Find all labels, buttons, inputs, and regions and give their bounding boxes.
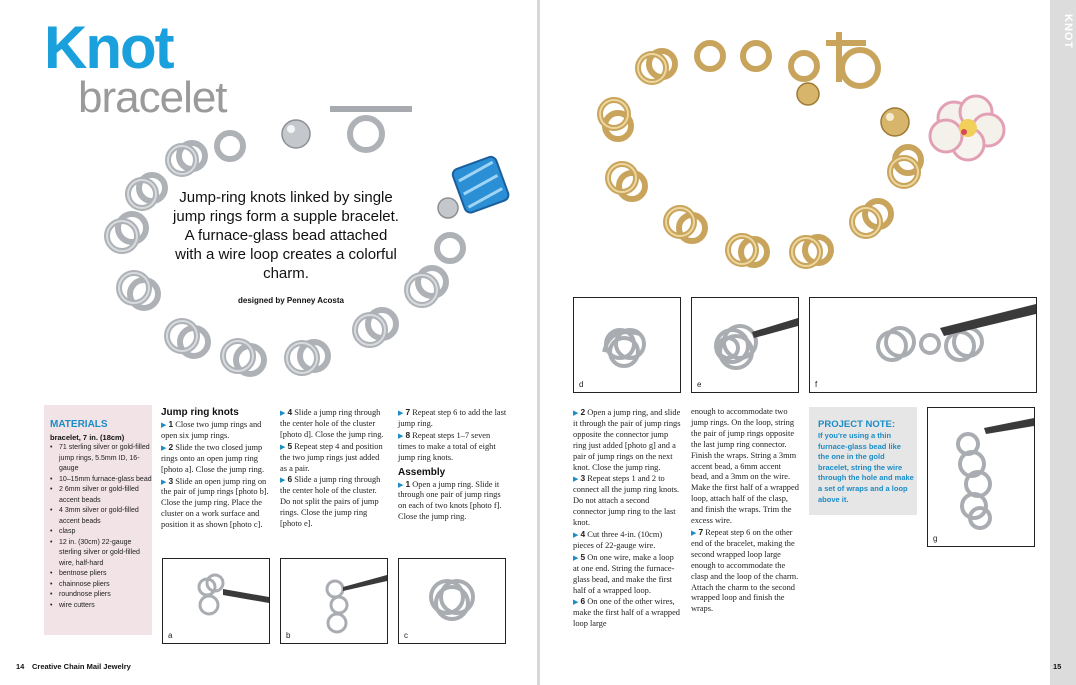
step-text: Close two jump rings and open six jump rings. [161, 420, 262, 440]
materials-list [48, 443, 152, 611]
step-number: 5 [580, 551, 586, 562]
step-text: Repeat steps 1 and 2 to connect all the jump ring knots. Do not attach a second connector jump ring to the last knot. [573, 474, 680, 528]
materials-item: • bentnose pliers [48, 569, 152, 580]
step-number: 4 [580, 528, 586, 539]
step-number: 2 [580, 407, 586, 417]
footer-book-title: Creative Chain Mail Jewelry [32, 662, 131, 671]
photo-label: d [579, 380, 584, 389]
materials-item: • clasp [48, 527, 152, 538]
instructions-col-5 [691, 407, 799, 615]
step-arrow-icon: ▶ [398, 409, 404, 417]
step-number: 8 [405, 429, 411, 440]
jump-ring-photo [928, 408, 1035, 547]
step-arrow-icon: ▶ [161, 477, 167, 486]
photo-d [573, 297, 681, 393]
step-number: 1 [405, 478, 411, 489]
step-number: 6 [580, 596, 586, 607]
section-heading: Jump ring knots [161, 407, 239, 418]
footer-page-number-left: 14 [16, 662, 25, 671]
section-tab [1050, 0, 1076, 685]
step-number: 1 [168, 419, 174, 429]
instructions-col-4 [573, 407, 681, 630]
step-text: On one wire, make a loop at one end. String the furnace-glass bead, and make the first half of a wrapped loop. [573, 552, 675, 595]
instructions-col-2 [280, 407, 388, 530]
project-note-body: If you're using a thin furnace-glass bead like the one in the gold bracelet, string the wire through the hole and make a set of wraps and a loop above it. [818, 431, 914, 504]
photo-c [398, 558, 506, 644]
step-arrow-icon: ▶ [280, 442, 286, 451]
step-text: Cut three 4-in. (10cm) pieces of 22-gauge wire. [573, 529, 663, 550]
step-text: Repeat steps 1–7 seven times to make a total of eight jump ring knots. [398, 430, 496, 462]
step-arrow-icon: ▶ [280, 409, 286, 417]
jump-ring-photo [810, 298, 1037, 393]
gold-bracelet-photo [592, 22, 1040, 290]
step-arrow-icon: ▶ [573, 530, 579, 539]
photo-g [927, 407, 1035, 547]
step-text: Slide an open jump ring on the pair of jump rings [photo b]. Close the jump ring. Place the cluster on a work surface and position it as shown [photo c]. [161, 476, 269, 530]
photo-b [280, 558, 388, 644]
materials-item: • 71 sterling silver or gold-filled jump rings, 5.5mm ID, 16-gauge [48, 443, 152, 475]
photo-e [691, 297, 799, 393]
step-arrow-icon: ▶ [398, 431, 404, 440]
step-arrow-icon: ▶ [161, 443, 167, 452]
page-title: Knot [44, 14, 173, 81]
step-number: 4 [287, 407, 293, 417]
jump-ring-photo [281, 559, 388, 644]
materials-item: • 2 6mm silver or gold-filled accent beads [48, 485, 152, 506]
step-text: On one of the other wires, make the first half of a wrapped loop large [573, 597, 680, 629]
designer-credit: designed by Penney Acosta [238, 296, 344, 305]
page-subtitle: bracelet [78, 73, 227, 122]
footer-page-number-right: 15 [1053, 662, 1062, 671]
jump-ring-photo [399, 559, 506, 644]
instructions-col-1 [161, 407, 271, 531]
project-note-title: PROJECT NOTE: [818, 419, 896, 430]
materials-item: • wire cutters [48, 601, 152, 612]
step-arrow-icon: ▶ [161, 421, 167, 429]
materials-subtitle: bracelet, 7 in. (18cm) [50, 433, 125, 442]
materials-item: • 4 3mm silver or gold-filled accent beads [48, 506, 152, 527]
step-arrow-icon: ▶ [573, 553, 579, 562]
photo-label: b [286, 631, 291, 640]
photo-f [809, 297, 1037, 393]
step-text: enough to accommodate two jump rings. On the loop, string the pair of jump rings opposite the last jump ring connector. Finish the wraps. String a 3mm accent bead, a 6mm accent bead, and a 3mm on the wire. Make the first half of a wrapped loop, attach half of the clasp, and finish the wraps. Trim the excess wire. [691, 407, 799, 526]
step-text: Slide a jump ring through the center hole of the cluster [photo d]. Close the jump ring. [280, 408, 384, 439]
photo-label: g [933, 534, 938, 543]
step-number: 3 [168, 475, 174, 486]
jump-ring-photo [574, 298, 681, 393]
photo-label: a [168, 631, 173, 640]
step-arrow-icon: ▶ [573, 409, 579, 417]
step-text: Open a jump ring, and slide it through the pair of jump rings opposite the connector jump ring just added [photo g] and a pair of jump rings on the next knot. Close the jump ring. [573, 408, 681, 472]
step-text: Slide a jump ring through the center hole of the cluster. Do not split the pairs of jump rings. Close the jump ring [photo e]. [280, 475, 381, 529]
section-heading: Assembly [398, 466, 446, 478]
materials-item: • 12 in. (30cm) 22-gauge sterling silver or gold-filled wire, half-hard [48, 538, 152, 570]
deck-text: Jump-ring knots linked by single jump rings form a supple bracelet. A furnace-glass bead attached with a wire loop creates a colorful charm. [173, 189, 399, 282]
photo-label: c [404, 631, 408, 640]
materials-item: • chainnose pliers [48, 580, 152, 591]
section-tab-label: KNOT [1062, 14, 1074, 50]
step-text: Open a jump ring. Slide it through one pair of jump rings on each of two knots [photo f]. Close the jump ring. [398, 479, 502, 522]
materials-title: MATERIALS [50, 419, 108, 430]
photo-a [162, 558, 270, 644]
photo-label: f [815, 380, 818, 389]
step-arrow-icon: ▶ [398, 480, 404, 489]
step-text: Repeat step 6 to add the last jump ring. [398, 408, 507, 428]
step-number: 6 [287, 474, 293, 485]
step-number: 3 [580, 473, 586, 484]
page-gutter [537, 0, 540, 685]
materials-item: • 10–15mm furnace-glass bead [48, 475, 152, 486]
step-arrow-icon: ▶ [280, 476, 286, 485]
photo-label: e [697, 380, 702, 389]
step-number: 7 [405, 407, 411, 417]
step-arrow-icon: ▶ [573, 475, 579, 484]
step-text: Repeat step 6 on the other end of the bracelet, making the second wrapped loop large enough to accommodate the clasp and the loop of the charm. Attach the charm to the second wrapped loop and finish the wraps. [691, 527, 799, 614]
materials-item: • roundnose pliers [48, 590, 152, 601]
jump-ring-photo [692, 298, 799, 393]
step-text: Repeat step 4 and position the two jump rings just added as a pair. [280, 441, 383, 473]
step-arrow-icon: ▶ [691, 528, 697, 537]
step-number: 7 [698, 526, 704, 537]
step-number: 2 [168, 441, 174, 452]
instructions-col-3 [398, 407, 508, 523]
step-number: 5 [287, 440, 293, 451]
step-text: Slide the two closed jump rings onto an open jump ring [photo a]. Close the jump ring. [161, 442, 265, 474]
step-arrow-icon: ▶ [573, 598, 579, 607]
jump-ring-photo [163, 559, 270, 644]
